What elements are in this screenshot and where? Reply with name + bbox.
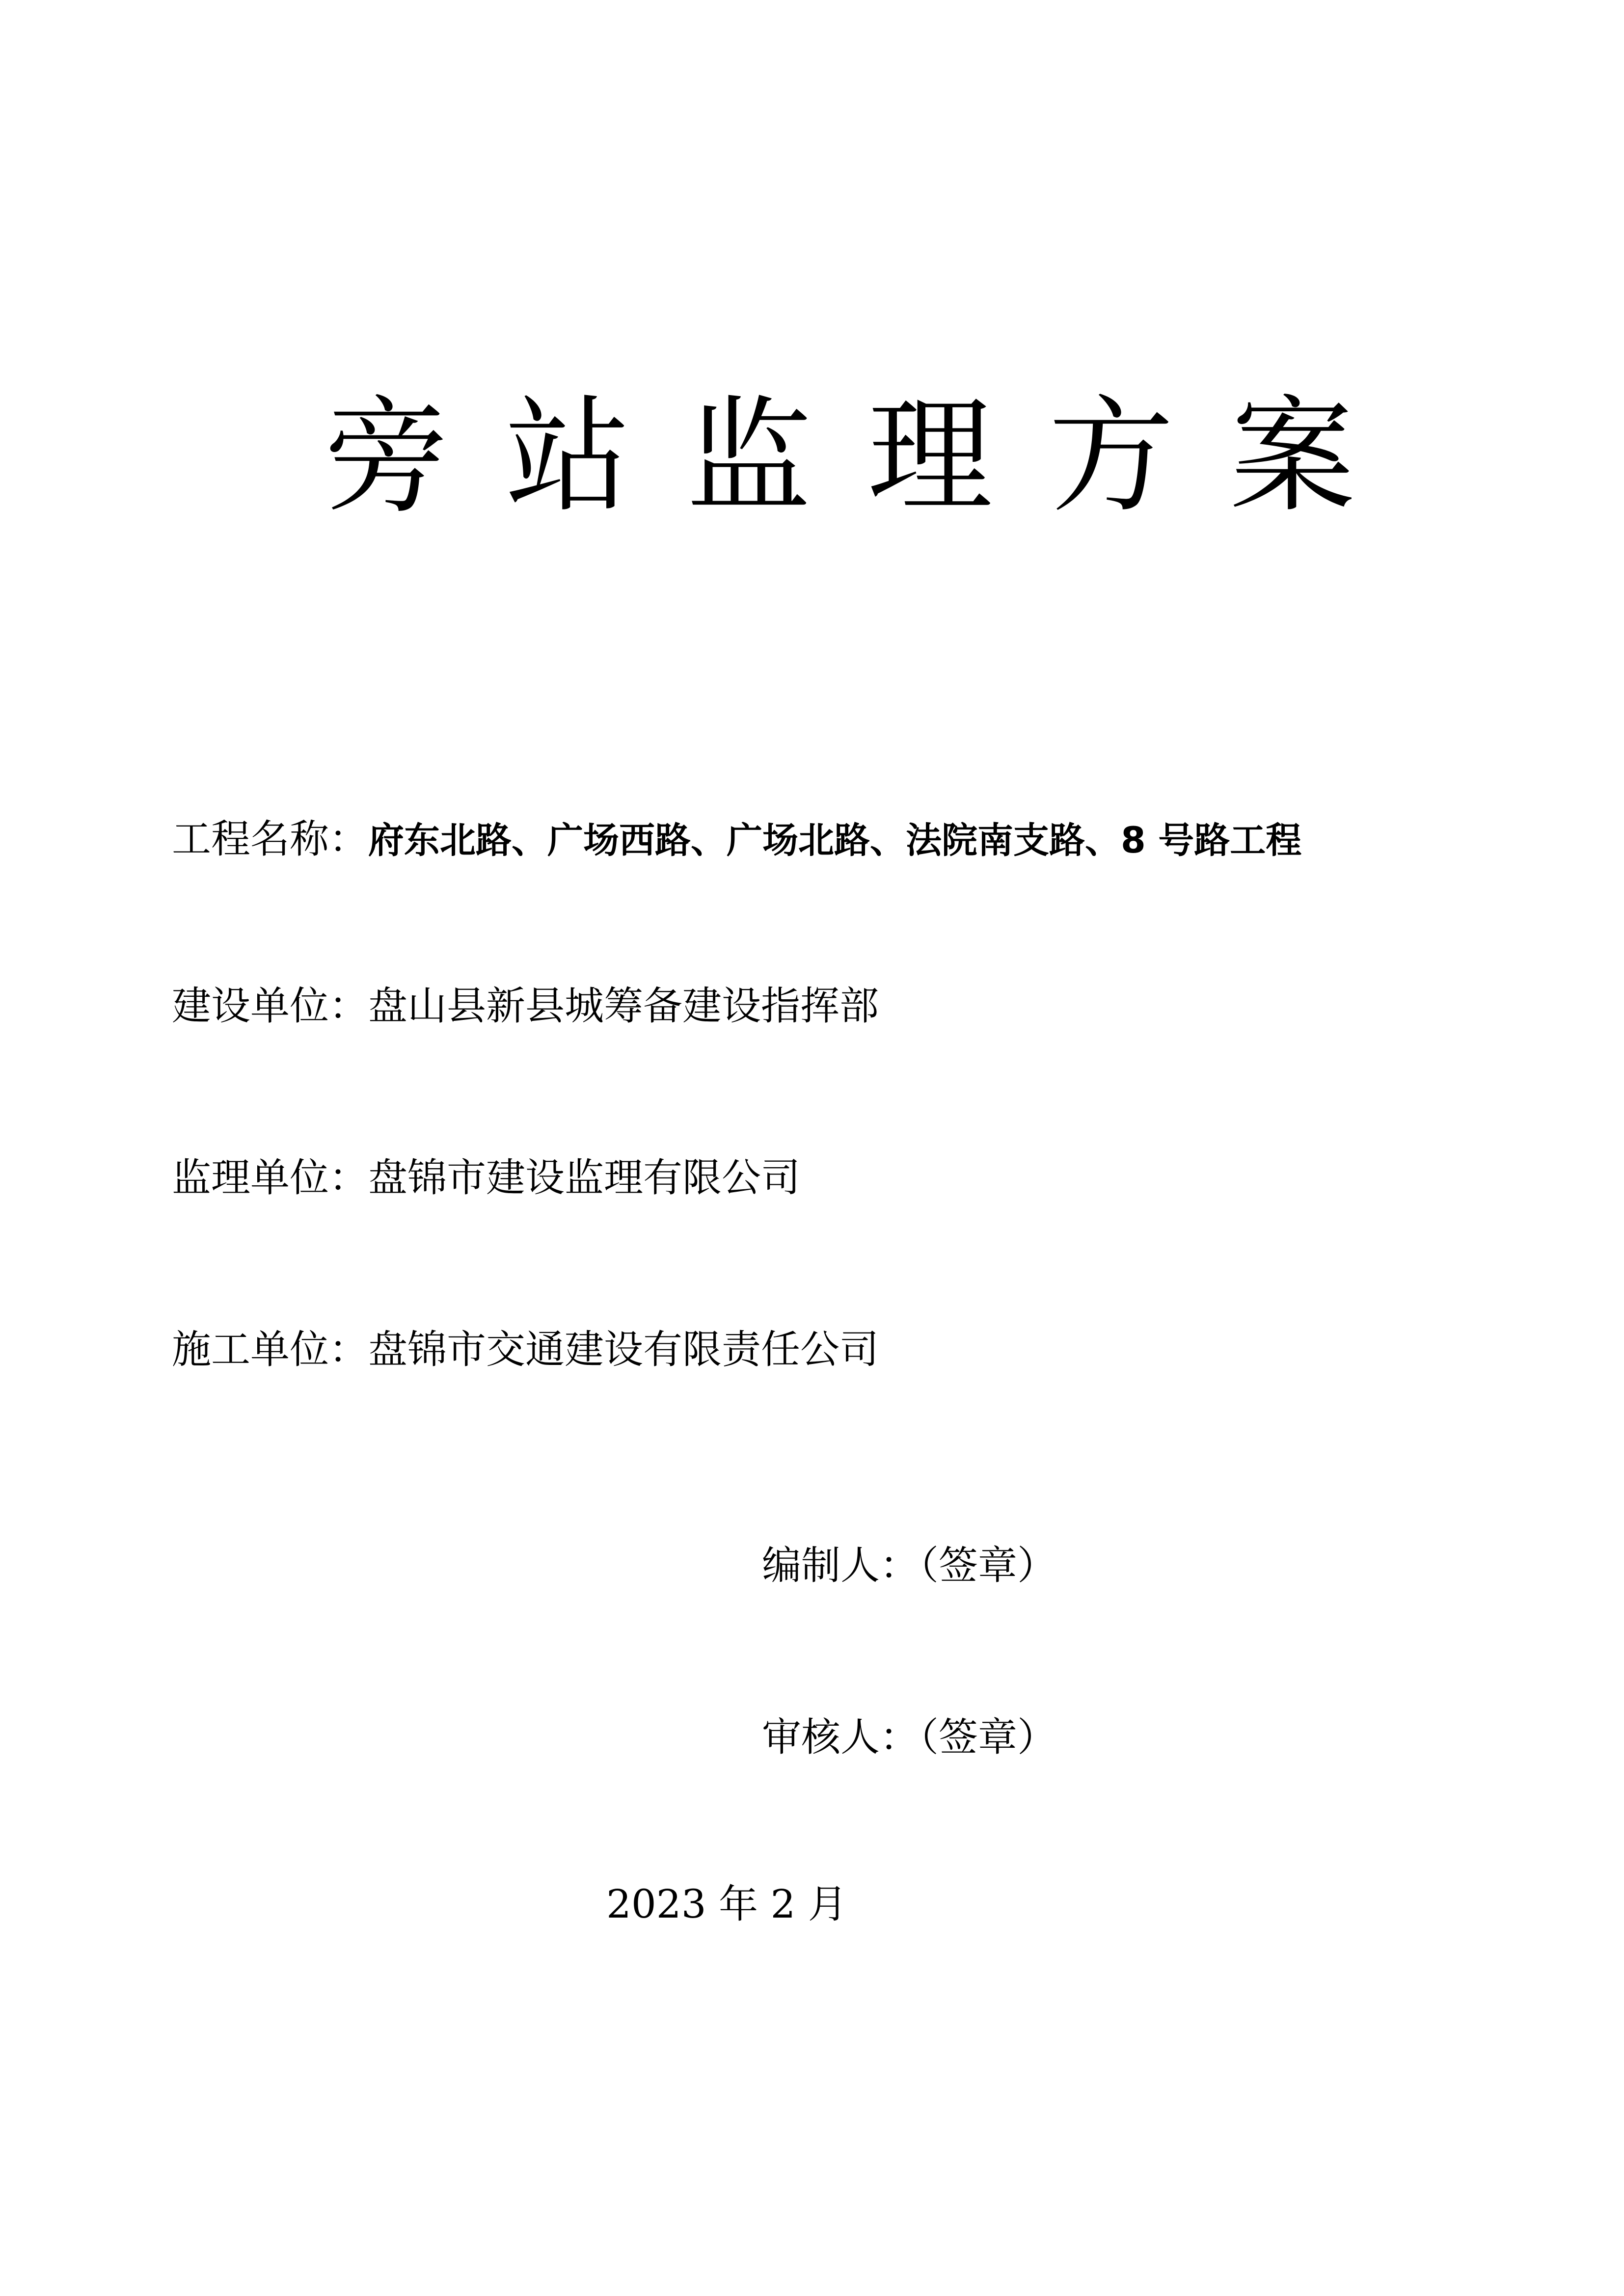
builder-label: 建设单位： — [172, 983, 368, 1029]
builder-value: 盘山县新县城筹备建设指挥部 — [368, 983, 879, 1029]
supervisor-field — [172, 1153, 800, 1202]
reviewer-signature: 审核人：（签章） — [762, 1714, 1056, 1760]
project-name-label: 工程名称： — [172, 816, 368, 862]
contractor-field — [172, 1325, 879, 1374]
title-char-5: 方 — [1048, 383, 1174, 530]
supervisor-label: 监理单位： — [172, 1155, 368, 1201]
title-char-6: 案 — [1229, 383, 1355, 530]
title-char-4: 理 — [867, 383, 993, 530]
project-name-field — [172, 815, 1301, 865]
title-char-2: 站 — [505, 383, 630, 530]
title-char-3: 监 — [686, 383, 812, 530]
contractor-label: 施工单位： — [172, 1327, 368, 1372]
title-char-1: 旁 — [324, 383, 450, 530]
document-date: 2023 年 2 月 — [606, 1881, 847, 1927]
compiler-signature: 编制人：（签章） — [762, 1543, 1056, 1588]
project-name-value: 府东北路、广场西路、广场北路、法院南支路、8 号路工程 — [368, 820, 1302, 861]
builder-field — [172, 982, 879, 1031]
supervisor-value: 盘锦市建设监理有限公司 — [368, 1155, 800, 1201]
document-title — [324, 383, 1355, 530]
contractor-value: 盘锦市交通建设有限责任公司 — [368, 1327, 879, 1372]
